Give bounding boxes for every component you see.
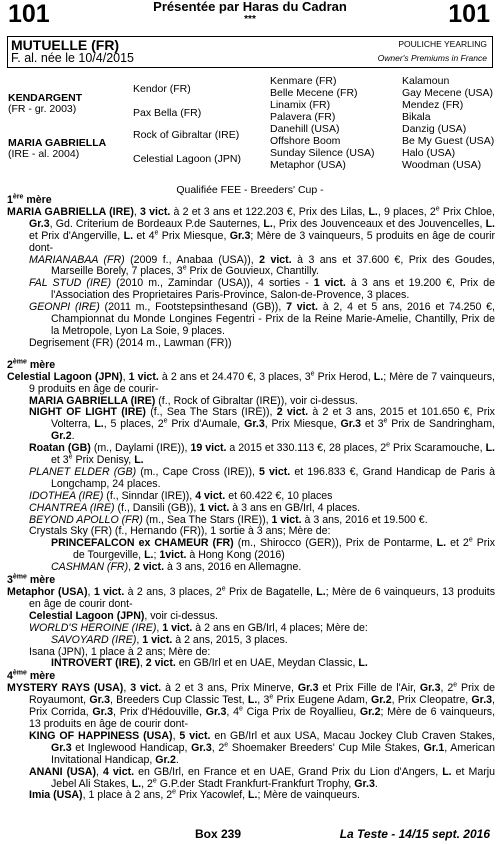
dam-entry: Metaphor (USA), 1 vict. à 2 ans, 3 places, 2e Prix de Bagatelle, L.; Mère de 6 vainqueurs, 13 produits en âge de courir dont- bbox=[7, 585, 495, 610]
owner-premium: Owner's Premiums in France bbox=[377, 53, 487, 63]
first-dam-heading: 1ère mère bbox=[7, 193, 52, 206]
produce-entry: MARIA GABRIELLA (IRE) (f., Rock of Gibraltar (IRE)), voir ci-dessus. bbox=[29, 394, 358, 407]
gen3-3: Linamix (FR) bbox=[270, 99, 331, 111]
box-number: Box 239 bbox=[195, 827, 242, 841]
produce-entry: Imia (USA), 1 place à 2 ans, 2e Prix Yacowlef, L.; Mère de vainqueurs. bbox=[29, 788, 360, 802]
fourth-dam-heading: 4ème mère bbox=[7, 669, 56, 683]
produce-entry: PLANET ELDER (GB) (m., Cape Cross (IRE)), 5 vict. et 196.833 €, Grand Handicap de Paris à Longchamp, 24 places. bbox=[29, 465, 496, 490]
produce-entry: CHANTREA (IRE) (f., Dansili (GB)), 1 vict. à 3 ans en GB/Irl, 4 places. bbox=[29, 501, 361, 514]
produce-entry: CASHMAN (FR), 2 vict. à 3 ans, 2016 en Allemagne. bbox=[51, 561, 302, 574]
third-dam-heading: 3ème mère bbox=[7, 573, 56, 587]
produce-entry: MARIANABAA (FR) (2009 f., Anabaa (USA)), 2 vict. à 3 ans et 37.600 €, Prix des Goudes, Marseille Borely, 7 places, 3e Prix de Gouvieux, Chantilly. bbox=[29, 253, 495, 278]
produce-entry: Crystals Sky (FR) (f., Hernando (FR)), 1 sortie à 3 ans; Mère de: bbox=[29, 525, 331, 538]
dam-info: (IRE - al. 2004) bbox=[8, 148, 80, 160]
produce-entry: WORLD'S HEROINE (IRE), 1 vict. à 2 ans en GB/Irl, 4 places; Mère de: bbox=[29, 621, 368, 634]
sire-info: (FR - gr. 2003) bbox=[8, 103, 77, 115]
title-box bbox=[7, 36, 493, 68]
produce-entry: SAVOYARD (IRE), 1 vict. à 2 ans, 2015, 3 places. bbox=[51, 633, 288, 646]
produce-entry: Celestial Lagoon (JPN), voir ci-dessus. bbox=[29, 609, 218, 622]
dam-entry: Celestial Lagoon (JPN), 1 vict. à 2 ans et 24.470 €, 3 places, 3e Prix Herod, L.; Mère de 7 vainqueurs, 9 produits en âge de courir- bbox=[7, 370, 495, 395]
presenter: Présentée par Haras du Cadran bbox=[153, 0, 347, 14]
dam-entry: MARIA GABRIELLA (IRE), 3 vict. à 2 et 3 ans et 122.203 €, Prix des Lilas, L., 9 places, 2e Prix Chloe, Gr.3, Gd. Criterium de Bordeaux P.de Sauternes, L., Prix des Jouvenceaux et des Jouvencelles, L. et Prix d'Angerville, L. et 4e Prix Miesque, Gr.3; Mère de 3 vainqueurs, 5 produits en âge de courir dont- bbox=[7, 205, 495, 254]
gen3-8: Metaphor (USA) bbox=[270, 159, 346, 171]
gen4-2: Gay Mecene (USA) bbox=[402, 87, 494, 99]
gen4-7: Halo (USA) bbox=[402, 147, 456, 159]
gen4-8: Woodman (USA) bbox=[402, 159, 482, 171]
gen4-6: Be My Guest (USA) bbox=[402, 135, 495, 147]
gen3-6: Offshore Boom bbox=[270, 135, 341, 147]
gen2-3: Rock of Gibraltar (IRE) bbox=[133, 129, 240, 141]
produce-entry: NIGHT OF LIGHT (IRE) (f., Sea The Stars (IRE)), 2 vict. à 2 et 3 ans, 2015 et 101.650 €, Prix Volterra, L., 5 places, 2e Prix d'Aumale, Gr.3, Prix Miesque, Gr.3 et 3e Prix de Sandringham, Gr.2. bbox=[29, 406, 495, 443]
gen3-4: Palavera (FR) bbox=[270, 111, 336, 123]
gen2-4: Celestial Lagoon (JPN) bbox=[133, 153, 241, 165]
dam-name: MARIA GABRIELLA bbox=[8, 137, 107, 149]
gen2-2: Pax Bella (FR) bbox=[133, 107, 202, 119]
gen4-3: Mendez (FR) bbox=[402, 99, 464, 111]
produce-entry: BEYOND APOLLO (FR) (m., Sea The Stars (IRE)), 1 vict. à 3 ans, 2016 et 19.500 €. bbox=[29, 513, 428, 526]
produce-entry: KING OF HAPPINESS (USA), 5 vict. en GB/Irl et aux USA, Macau Jockey Club Craven Stakes, Gr.3 et Inglewood Handicap, Gr.3, 2e Shoemaker Breeders' Cup Mile Stakes, Gr.1, American Invitational Handicap, Gr.2. bbox=[29, 729, 496, 766]
horse-name: MUTUELLE (FR) bbox=[11, 37, 120, 53]
sale-info: La Teste - 14/15 sept. 2016 bbox=[339, 827, 490, 841]
dam-entry: MYSTERY RAYS (USA), 3 vict. à 2 et 3 ans, Prix Minerve, Gr.3 et Prix Fille de l'Air, Gr.3, 2e Prix de Royaumont, Gr.3, Breeders Cup Classic Test, L., 3e Prix Eugene Adam, Gr.2, Prix Cleopatre, Gr.3, Prix Corrida, Gr.3, Prix d'Hédouville, Gr.3, 4e Ciga Prix de Royallieu, Gr.2; Mère de 6 vainqueurs, 13 produits en âge de courir dont- bbox=[7, 681, 496, 730]
sire-name: KENDARGENT bbox=[8, 92, 83, 104]
gen2-1: Kendor (FR) bbox=[133, 83, 191, 95]
gen3-2: Belle Mecene (FR) bbox=[270, 87, 358, 99]
gen4-5: Danzig (USA) bbox=[402, 123, 467, 135]
produce-entry: PRINCEFALCON ex CHAMEUR (FR) (m., Shirocco (GER)), Prix de Pontarme, L. et 2e Prix de Tourgeville, L.; 1vict. à Hong Kong (2016) bbox=[51, 536, 495, 562]
lot-number-left: 101 bbox=[8, 0, 50, 28]
produce-entry: ANANI (USA), 4 vict. en GB/Irl, en France et en UAE, Grand Prix du Lion d'Angers, L. et Marju Jebel Ali Stakes, L., 2e G.P.der Stadt Frankfurt-Frankfurt Trophy, Gr.3. bbox=[29, 765, 495, 790]
produce-entry: FAL STUD (IRE) (2010 m., Zamindar (USA)), 4 sorties - 1 vict. à 3 ans et 19.200 €, Prix de l'Association des Proprietaires Paris-Province, Salon-de-Provence, 3 places. bbox=[29, 277, 496, 302]
stars: *** bbox=[244, 14, 256, 25]
produce-entry: Roatan (GB) (m., Daylami (IRE)), 19 vict. a 2015 et 330.113 €, 28 places, 2e Prix Scaramouche, L. et 3e Prix Denisy, L. bbox=[29, 441, 495, 467]
gen3-7: Sunday Silence (USA) bbox=[270, 147, 375, 159]
produce-entry: IDOTHEA (IRE) (f., Sinndar (IRE)), 4 vict. et 60.422 €, 10 places bbox=[29, 489, 333, 502]
qualification-line: Qualifiée FEE - Breeders' Cup - bbox=[176, 184, 324, 196]
produce-entry: INTROVERT (IRE), 2 vict. en GB/Irl et en UAE, Meydan Classic, L. bbox=[51, 657, 368, 670]
family-notes bbox=[7, 194, 495, 802]
second-dam-heading: 2ème mère bbox=[7, 358, 56, 371]
gen4-4: Bikala bbox=[402, 111, 431, 123]
produce-entry: Isana (JPN), 1 place à 2 ans; Mère de: bbox=[29, 645, 211, 658]
gen4-1: Kalamoun bbox=[402, 75, 450, 87]
produce-entry: GEONPI (IRE) (2011 m., Footstepsinthesand (GB)), 7 vict. à 2, 4 et 5 ans, 2016 et 74.250 €, Championnat du Monde Longines Fegentri - Prix de la Reine Marie-Amelie, Chantilly, Prix de la Metropole, Lyon La Soie, 9 places. bbox=[29, 301, 495, 337]
lot-number-right: 101 bbox=[448, 0, 490, 28]
horse-subtitle: F. al. née le 10/4/2015 bbox=[11, 51, 135, 65]
gen3-1: Kenmare (FR) bbox=[270, 75, 337, 87]
gen3-5: Danehill (USA) bbox=[270, 123, 340, 135]
produce-entry: Degrisement (FR) (2014 m., Lawman (FR)) bbox=[29, 336, 232, 349]
horse-type: POULICHE YEARLING bbox=[398, 39, 487, 49]
